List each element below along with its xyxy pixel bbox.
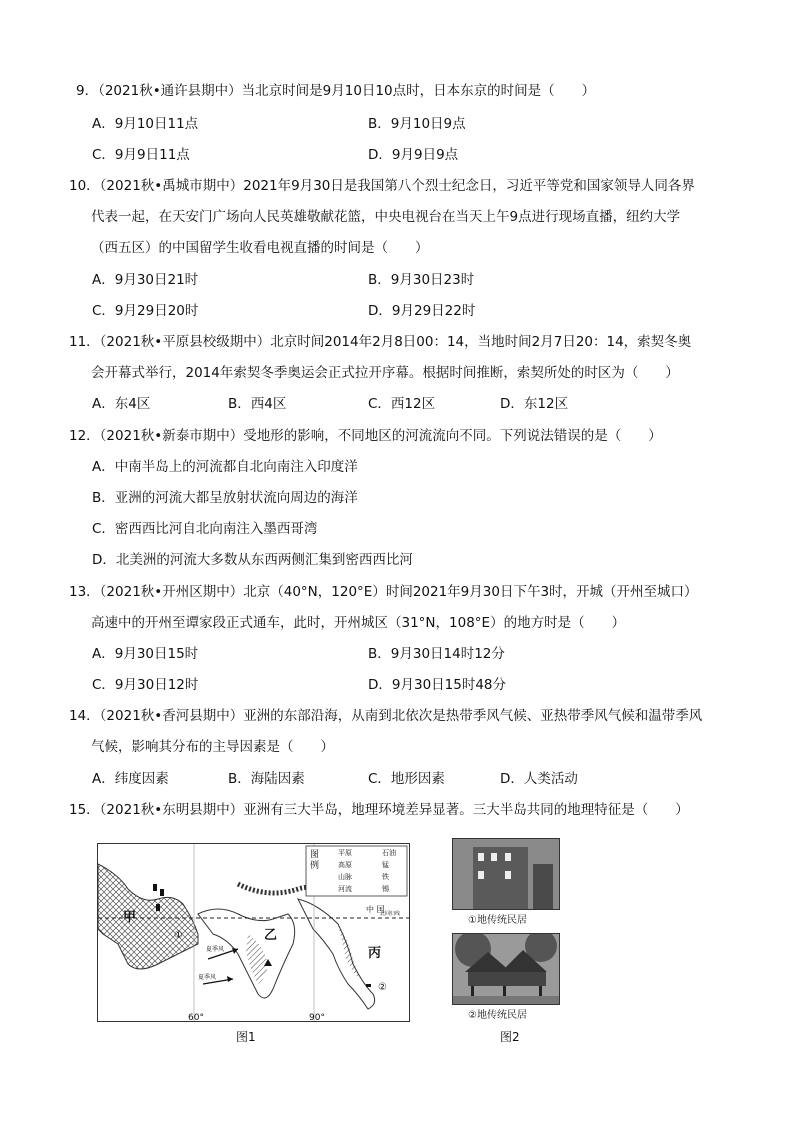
q10-option-d: D．9月29日22时 xyxy=(368,303,476,319)
q12-option-a: A．中南半岛上的河流都自北向南注入印度洋 xyxy=(92,459,358,475)
legend-title: 图例 xyxy=(310,850,320,871)
q9-option-b: B．9月10日9点 xyxy=(368,116,466,132)
indian-peninsula xyxy=(198,909,295,998)
q13-option-a: A．9月30日15时 xyxy=(92,646,199,662)
tin-symbol xyxy=(366,984,371,987)
legend-iron: 铁 xyxy=(382,873,389,881)
question-9-stem: 9．（2021秋•通许县期中）当北京时间是9月10日10点时，日本东京的时间是（ ） xyxy=(76,83,596,99)
arrowhead xyxy=(227,976,233,982)
question-13-stem-2: 高速中的开州至谭家段正式通车，此时，开州城区（31°N，108°E）的地方时是（ ） xyxy=(91,615,626,631)
q11-option-b: B．西4区 xyxy=(228,396,287,412)
legend-manganese: 锰 xyxy=(382,861,389,869)
oil-symbol xyxy=(156,904,160,911)
q13-option-d: D．9月30日15时48分 xyxy=(368,677,507,693)
q10-option-b: B．9月30日23时 xyxy=(368,272,475,288)
label-site-2: ② xyxy=(378,982,387,993)
photo-2-stilt-house xyxy=(452,933,560,1005)
photo-2-drawing xyxy=(453,934,559,1004)
question-10-stem-3: （西五区）的中国留学生收看电视直播的时间是（ ） xyxy=(91,240,429,256)
label-site-1: ① xyxy=(174,930,183,941)
q13-option-c: C．9月30日12时 xyxy=(92,677,199,693)
q14-option-b: B．海陆因素 xyxy=(228,771,305,787)
q12-option-c: C．密西西比河自北向南注入墨西哥湾 xyxy=(92,521,318,537)
question-10-stem-1: 10．（2021秋•禹城市期中）2021年9月30日是我国第八个烈士纪念日，习近平等党和国家领导人同各界 xyxy=(69,178,695,194)
legend-oil: 石油 xyxy=(382,849,396,857)
q9-option-d: D．9月9日9点 xyxy=(368,147,459,163)
figure-2-caption: 图2 xyxy=(500,1030,520,1044)
photo-2-caption: ②地传统民居 xyxy=(468,1010,527,1021)
question-11-stem-2: 会开幕式举行，2014年索契冬季奥运会正式拉开序幕。根据时间推断，索契所处的时区为（ ） xyxy=(91,365,679,381)
q11-option-d: D．东12区 xyxy=(500,396,569,412)
label-bing: 丙 xyxy=(368,946,382,961)
legend-plateau: 高原 xyxy=(338,861,352,869)
label-yi: 乙 xyxy=(264,928,278,943)
q14-option-d: D．人类活动 xyxy=(500,771,578,787)
photo-1-drawing xyxy=(453,839,559,909)
q9-option-c: C．9月9日11点 xyxy=(92,147,190,163)
label-jia: 甲 xyxy=(123,910,137,925)
label-monsoon-1: 夏季风 xyxy=(206,946,225,953)
q13-option-b: B．9月30日14时12分 xyxy=(368,646,505,662)
question-12-stem: 12．（2021秋•新泰市期中）受地形的影响，不同地区的河流流向不同。下列说法错误的是（ ） xyxy=(69,428,662,444)
legend-plain: 平原 xyxy=(338,849,352,857)
q14-option-c: C．地形因素 xyxy=(368,771,445,787)
lon-tick-90: 90° xyxy=(309,1013,325,1023)
question-13-stem-1: 13．（2021秋•开州区期中）北京（40°N，120°E）时间2021年9月30日下午3时，开城（开州至城口） xyxy=(69,584,698,600)
q10-option-a: A．9月30日21时 xyxy=(92,272,199,288)
label-monsoon-2: 夏季风 xyxy=(198,974,217,981)
legend-mountain: 山脉 xyxy=(338,873,352,881)
q10-option-c: C．9月29日20时 xyxy=(92,303,199,319)
oil-symbol xyxy=(160,889,164,896)
indochina-plain xyxy=(338,924,360,979)
q12-option-b: B．亚洲的河流大都呈放射状流向周边的海洋 xyxy=(92,490,358,506)
q11-option-a: A．东4区 xyxy=(92,396,151,412)
figure-1-map xyxy=(97,843,410,1022)
q9-option-a: A．9月10日11点 xyxy=(92,116,199,132)
legend-tin: 锡 xyxy=(382,885,389,893)
photo-1-caption: ①地传统民居 xyxy=(468,915,527,926)
q11-option-c: C．西12区 xyxy=(368,396,436,412)
figure-1-caption: 图1 xyxy=(236,1030,256,1044)
map-drawing xyxy=(98,844,409,1021)
label-tropic: 北回归线 xyxy=(380,911,401,917)
arabian-peninsula xyxy=(98,864,198,969)
legend-river: 河流 xyxy=(338,885,352,893)
q12-option-d: D．北美洲的河流大多数从东西两侧汇集到密西西比河 xyxy=(92,552,413,568)
label-china: 中 国 xyxy=(366,905,385,914)
indochina-peninsula xyxy=(298,899,375,1009)
q14-option-a: A．纬度因素 xyxy=(92,771,169,787)
question-10-stem-2: 代表一起，在天安门广场向人民英雄敬献花篮，中央电视台在当天上午9点进行现场直播，纽约大学 xyxy=(91,209,681,225)
question-11-stem-1: 11．（2021秋•平原县校级期中）北京时间2014年2月8日00：14，当地时间2月7日20：14，索契冬奥 xyxy=(69,334,692,350)
question-14-stem-2: 气候，影响其分布的主导因素是（ ） xyxy=(91,739,334,755)
question-15-stem: 15．（2021秋•东明县期中）亚洲有三大半岛，地理环境差异显著。三大半岛共同的地理特征是（ ） xyxy=(69,802,689,818)
lon-tick-60: 60° xyxy=(188,1013,204,1023)
photo-1-stone-house xyxy=(452,838,560,910)
oil-symbol xyxy=(153,884,157,891)
question-14-stem-1: 14．（2021秋•香河县期中）亚洲的东部沿海，从南到北依次是热带季风气候、亚热带季风气候和温带季风 xyxy=(69,708,703,724)
